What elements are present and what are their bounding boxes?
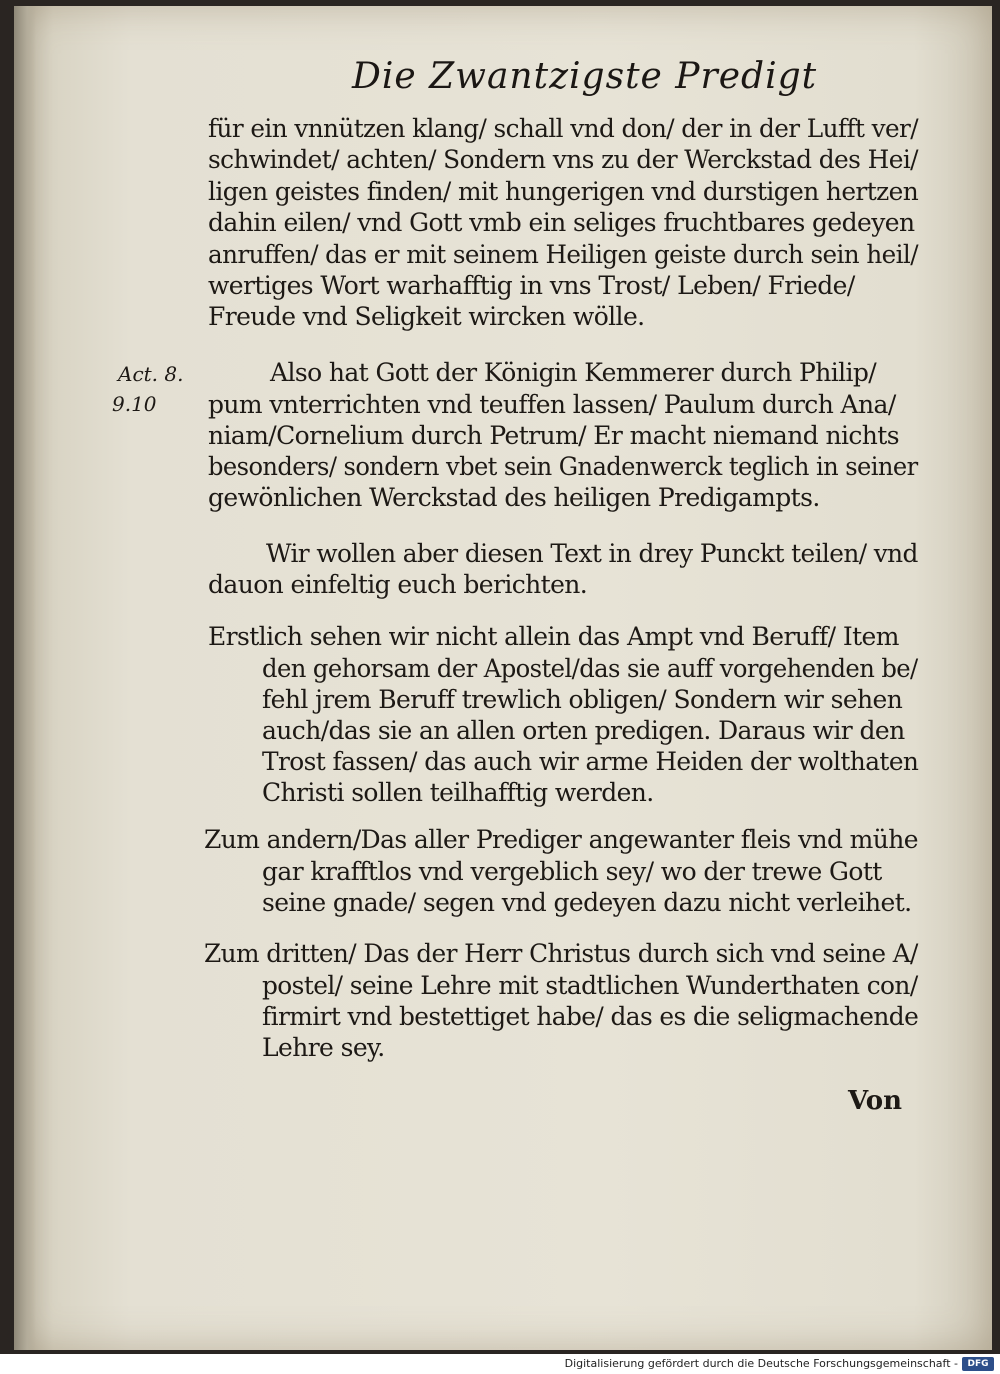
text-line: ligen geistes finden/ mit hungerigen vnd durstigen hertzen: [208, 177, 919, 206]
text-line: Also hat Gott der Königin Kemmerer durch Philip/: [270, 358, 877, 387]
text-line: auch/das sie an allen orten predigen. Daraus wir den: [262, 716, 905, 745]
text-line: schwindet/ achten/ Sondern vns zu der Werckstad des Hei/: [208, 145, 918, 174]
running-head: Die Zwantzigste Predigt: [352, 56, 818, 97]
text-line: seine gnade/ segen vnd gedeyen dazu nicht verleihet.: [262, 888, 912, 917]
text-line: besonders/ sondern vbet sein Gnadenwerck teglich in seiner: [208, 452, 918, 481]
margin-note: 9.10: [112, 392, 157, 416]
text-line: anruffen/ das er mit seinem Heiligen geiste durch sein heil/: [208, 240, 918, 269]
text-line: postel/ seine Lehre mit stadtlichen Wunderthaten con/: [262, 971, 918, 1000]
footer-bar: [0, 1354, 1000, 1374]
text-line: gar krafftlos vnd vergeblich sey/ wo der trewe Gott: [262, 857, 882, 886]
catchword: Von: [848, 1086, 903, 1116]
text-line: Trost fassen/ das auch wir arme Heiden der wolthaten: [262, 747, 919, 776]
text-line: Christi sollen teilhafftig werden.: [262, 778, 654, 807]
text-line: dahin eilen/ vnd Gott vmb ein seliges fruchtbares gedeyen: [208, 208, 915, 237]
text-line: fehl jrem Beruff trewlich obligen/ Sondern wir sehen: [262, 685, 903, 714]
funding-credit: Digitalisierung gefördert durch die Deutsche Forschungsgemeinschaft -: [564, 1357, 958, 1370]
text-line: Wir wollen aber diesen Text in drey Punckt teilen/ vnd: [266, 539, 918, 568]
text-line: für ein vnnützen klang/ schall vnd don/ der in der Lufft ver/: [208, 114, 919, 143]
text-line: den gehorsam der Apostel/das sie auff vorgehenden be/: [262, 654, 918, 683]
text-line: pum vnterrichten vnd teuffen lassen/ Paulum durch Ana/: [208, 390, 896, 419]
text-line: wertiges Wort warhafftig in vns Trost/ Leben/ Friede/: [208, 271, 855, 300]
text-line: niam/Cornelium durch Petrum/ Er macht niemand nichts: [208, 421, 899, 450]
dfg-logo: DFG: [962, 1357, 994, 1371]
page-gutter: [14, 6, 36, 1350]
text-line: Zum dritten/ Das der Herr Christus durch sich vnd seine A/: [204, 939, 918, 968]
margin-note: Act. 8.: [118, 362, 184, 386]
text-line: dauon einfeltig euch berichten.: [208, 570, 588, 599]
text-line: Lehre sey.: [262, 1033, 385, 1062]
text-line: Erstlich sehen wir nicht allein das Ampt vnd Beruff/ Item: [208, 622, 899, 651]
text-line: gewönlichen Werckstad des heiligen Predigampts.: [208, 483, 820, 512]
text-line: Freude vnd Seligkeit wircken wölle.: [208, 302, 645, 331]
text-line: firmirt vnd bestettiget habe/ das es die seligmachende: [262, 1002, 919, 1031]
text-line: Zum andern/Das aller Prediger angewanter fleis vnd mühe: [204, 825, 918, 854]
